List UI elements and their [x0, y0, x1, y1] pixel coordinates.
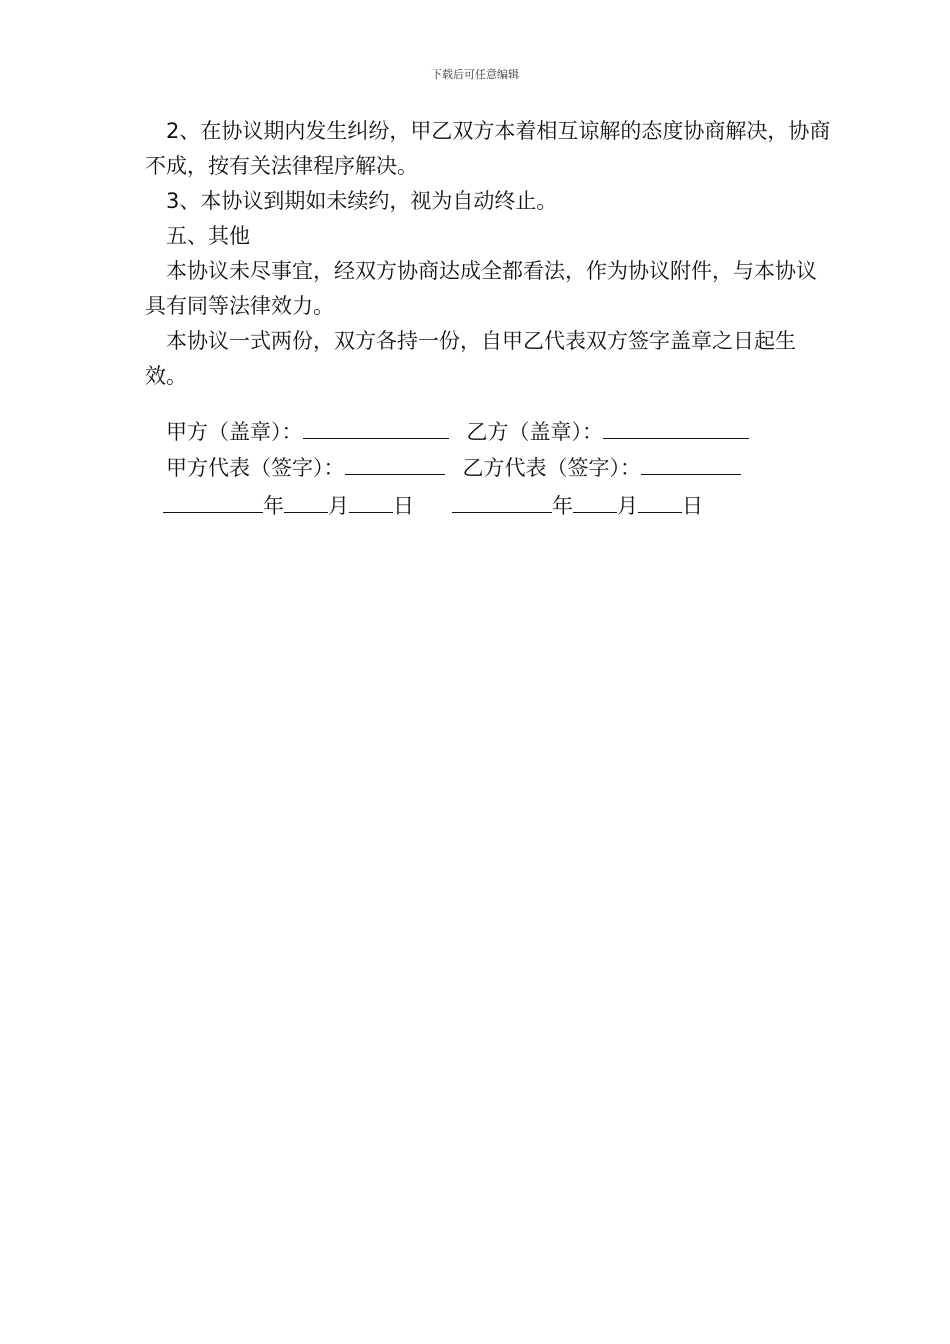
- party-a-year-label: 年: [263, 494, 284, 518]
- representative-line: [166, 452, 741, 483]
- paragraph-unresolved-matters: 本协议未尽事宜，经双方协商达成全都看法，作为协议附件，与本协议具有同等法律效力。: [145, 259, 817, 318]
- party-a-seal-label: 甲方（盖章）：: [166, 420, 303, 444]
- party-b-day-blank: [638, 490, 682, 513]
- party-b-rep-blank: [641, 452, 741, 475]
- party-b-year-label: 年: [552, 494, 573, 518]
- party-a-rep-blank: [345, 452, 445, 475]
- party-b-year-blank: [452, 490, 552, 513]
- paragraph-dispute-resolution: 2、在协议期内发生纠纷，甲乙双方本着相互谅解的态度协商解决，协商不成，按有关法律程序解决。: [145, 119, 831, 178]
- date-line: [163, 490, 703, 521]
- party-b-month-blank: [573, 490, 617, 513]
- party-b-month-label: 月: [617, 494, 638, 518]
- party-a-rep-label: 甲方代表（签字）：: [166, 456, 345, 480]
- party-a-year-blank: [163, 490, 263, 513]
- paragraph-expiry: 3、本协议到期如未续约，视为自动终止。: [166, 189, 558, 213]
- section-heading-other: 五、其他: [166, 224, 250, 248]
- page-header-note: 下载后可任意编辑: [431, 68, 519, 81]
- party-b-day-label: 日: [682, 494, 703, 518]
- party-a-seal-blank: [303, 416, 449, 439]
- party-a-month-blank: [284, 490, 328, 513]
- party-a-day-label: 日: [393, 494, 414, 518]
- party-b-seal-blank: [603, 416, 749, 439]
- party-a-day-blank: [349, 490, 393, 513]
- paragraph-effectiveness: 本协议一式两份，双方各持一份，自甲乙代表双方签字盖章之日起生效。: [145, 329, 796, 388]
- party-b-rep-label: 乙方代表（签字）：: [462, 456, 641, 480]
- party-b-seal-label: 乙方（盖章）：: [466, 420, 603, 444]
- seal-line: [166, 416, 749, 447]
- party-a-month-label: 月: [328, 494, 349, 518]
- document-body: [145, 114, 835, 394]
